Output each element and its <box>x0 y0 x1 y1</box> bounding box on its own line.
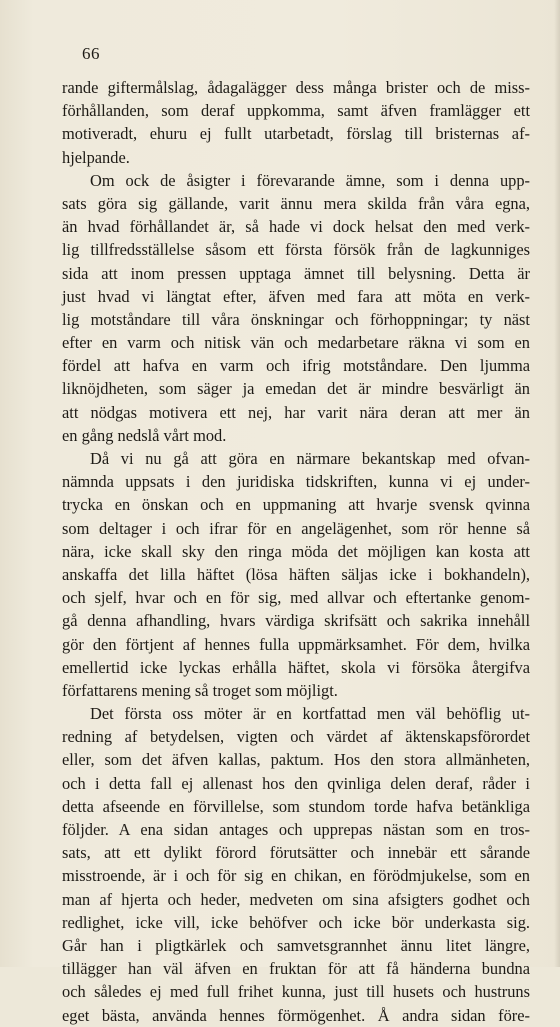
text-line: sats göra sig gällande, varit ännu mera skilda från våra egna, <box>62 193 530 213</box>
text-line: emellertid icke lyckas erhålla häftet, skola vi försöka återgifva <box>62 657 530 677</box>
text-line: hjelpande. <box>62 147 130 167</box>
text-line: sats, att ett dylikt förord förutsätter och innebär ett sårande <box>62 843 530 863</box>
body-text <box>62 76 530 1027</box>
text-line: en gång nedslå vårt mod. <box>62 425 227 445</box>
page-edge-shadow <box>554 0 560 967</box>
text-line: än hvad förhållandet är, så hade vi dock helsat den med verk- <box>62 217 530 237</box>
text-line: rande giftermålslag, ådagalägger dess många brister och de miss- <box>62 78 530 97</box>
text-line: nära, icke skall sky den ringa möda det möjligen kan kosta att <box>62 541 530 561</box>
text-line: man af hjerta och heder, medveten om sina afsigters godhet och <box>62 889 530 909</box>
text-line: förhållanden, som deraf uppkomma, samt äfven framlägger ett <box>62 101 530 121</box>
text-line: motiveradt, ehuru ej fullt utarbetadt, förslag till bristernas af- <box>62 124 530 144</box>
text-line: följder. A ena sidan antages och upprepas nästan som en tros- <box>62 820 530 839</box>
text-line: och sjelf, hvar och en för sig, med allvar och eftertanke genom- <box>62 588 530 608</box>
text-line: just hvad vi längtat efter, äfven med fara att möta en verk- <box>62 286 530 306</box>
text-line: Det första oss möter är en kortfattad men väl behöflig ut- <box>90 704 530 724</box>
text-line: detta afseende en förvillelse, som stundom torde hafva betänkliga <box>62 796 530 816</box>
text-line: och således ej med full frihet kunna, just till husets och hustruns <box>62 982 530 1002</box>
page-number: 66 <box>82 44 100 63</box>
text-line: tillägger han väl äfven en fruktan för att få händerna bundna <box>62 959 530 979</box>
text-line: misstroende, är i och för sig en chikan, en förödmjukelse, som en <box>62 866 530 886</box>
text-line: lig tillfredsställelse såsom ett första försök från de lagkunniges <box>62 240 530 260</box>
text-line: nämnda uppsats i den juridiska tidskriften, kunna vi ej under- <box>62 472 530 492</box>
text-line: författarens mening så troget som möjligt. <box>62 680 338 700</box>
text-line: eget bästa, använda hennes förmögenhet. Å andra sidan före- <box>62 1005 530 1025</box>
text-line: sida att inom pressen upptaga ämnet till belysning. Detta är <box>62 263 530 283</box>
text-line: eller, som det äfven kallas, paktum. Hos den stora allmänheten, <box>62 750 530 770</box>
text-line: redlighet, icke vill, icke behöfver och icke bör underkasta sig. <box>62 912 530 932</box>
text-line: Går han i pligtkärlek och samvetsgrannhet ännu litet längre, <box>62 935 530 955</box>
text-line: gå denna afhandling, hvars värdiga skrifsätt och sakrika innehåll <box>62 611 530 631</box>
text-line: fördel att hafva en varm och ifrig motståndare. Den ljumma <box>62 356 530 376</box>
text-line: som deltager i och ifrar för en angelägenhet, som rör henne så <box>62 518 530 538</box>
text-line: Då vi nu gå att göra en närmare bekantskap med ofvan- <box>90 449 530 468</box>
text-line: lig motståndare till våra önskningar och förhoppningar; ty näst <box>62 309 530 329</box>
text-line: redning af betydelsen, vigten och värdet af äktenskapsförordet <box>62 727 530 747</box>
text-line: att nödgas motivera ett nej, har varit nära deran att mer än <box>62 402 530 422</box>
text-line: anskaffa det lilla häftet (lösa häften säljas icke i bokhandeln), <box>62 564 530 584</box>
text-line: gör den förtjent af hennes fulla uppmärksamhet. För dem, hvilka <box>62 634 530 654</box>
text-line: och i detta fall ej allenast hos den qvinliga delen deraf, råder i <box>62 773 530 793</box>
text-line: efter en varm och nitisk vän och medarbetare räkna vi som en <box>62 333 530 353</box>
text-line: trycka en önskan och en uppmaning att hvarje svensk qvinna <box>62 495 530 515</box>
text-line: liknöjdheten, som säger ja emedan det är mindre besvärligt än <box>62 379 530 399</box>
text-line: Om ock de åsigter i förevarande ämne, som i denna upp- <box>90 170 530 190</box>
